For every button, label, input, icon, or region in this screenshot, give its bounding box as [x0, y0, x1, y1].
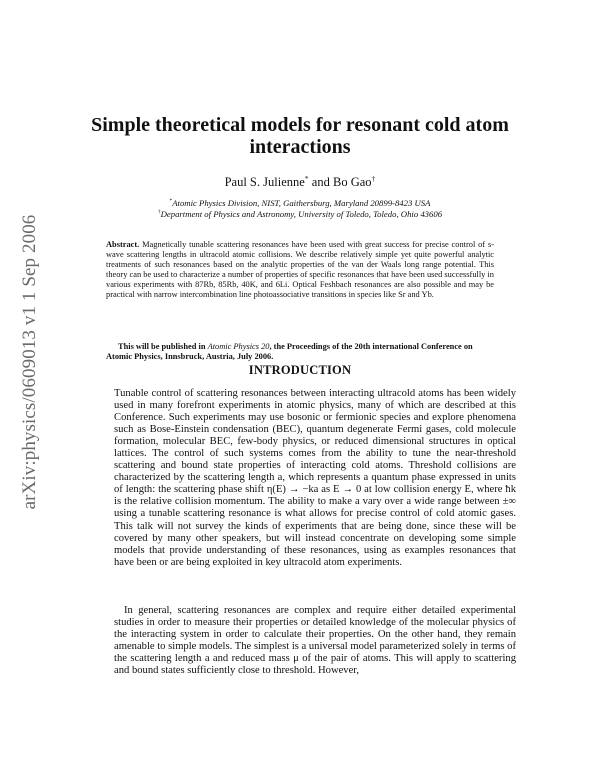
- abstract-label: Abstract.: [106, 240, 140, 249]
- author-name: Bo Gao: [332, 175, 372, 189]
- arxiv-identifier-stamp: [20, 207, 40, 517]
- affiliation-line: †Department of Physics and Astronomy, University of Toledo, Toledo, Ohio 43606: [157, 209, 443, 219]
- affiliation-line: *Atomic Physics Division, NIST, Gaithersburg, Maryland 20899-8423 USA: [169, 198, 431, 208]
- author-list: [60, 175, 540, 190]
- section-heading: INTRODUCTION: [248, 363, 352, 377]
- publication-note: This will be published in Atomic Physics 20, the Proceedings of the 20th international Conference on Atomic Physics, Innsbruck, Austria, July 2006.: [106, 342, 473, 362]
- affiliations: [60, 198, 540, 220]
- abstract-body: Magnetically tunable scattering resonances have been used with great success for precise control of s-wave scattering lengths in ultracold atomic collisions. We describe relatively simple yet quite powerful analytic treatments of such resonances based on the analytic properties of the van der Waals long range potential. This theory can be used to characterize a number of properties of specific resonances that have been used successfully in various experiments with 87Rb, 85Rb, 40K, and 6Li. Optical Feshbach resonances are also possible and may be practical with narrow intercombination line photoassociative transitions in species like Sr and Yb.: [106, 240, 494, 300]
- author-name: Paul S. Julienne: [224, 175, 305, 189]
- body-paragraph: Tunable control of scattering resonances between interacting ultracold atoms has been widely used in many forefront experiments in atomic physics, many of which are described at this Conference. Such experiments may use bosonic or fermionic species and explore phenomena such as Bose-Einstein condensation (BEC), quantum degenerate Fermi gases, cold molecule formation, molecular BEC, few-body physics, or reduced dimensional structures in optical lattices. The control of such systems comes from the ability to tune the near-threshold scattering and bound state properties of interacting cold atoms. Threshold collisions are characterized by the scattering length a, which represents a quantum phase expressed in units of length: the scattering phase shift η(E) → −ka as E → 0 at low collision energy E, where ħk is the relative collision momentum. The ability to make a vary over a wide range between ±∞ using a tunable scattering resonance is what allows for precise control of cold atomic gases. This talk will not survey the kinds of experiments that are being done, since these will be covered by many other speakers, but will instead concentrate on developing some simple models that provide understanding of these resonances, using as examples resonances that have been or are being exploited in key ultracold atom experiments.: [114, 388, 516, 568]
- arxiv-id-text: arXiv:physics/0609013 v1 1 Sep 2006: [19, 214, 40, 510]
- author-separator: and: [308, 175, 333, 189]
- venue-title: Atomic Physics 20: [207, 342, 270, 351]
- body-paragraph: In general, scattering resonances are complex and require either detailed experimental studies in order to measure their properties or detailed knowledge of the molecular physics of the interacting system in order to calculate their properties. On the other hand, they remain amenable to simple models. The simplest is a universal model parameterized solely in terms of the scattering length a and reduced mass μ of the pair of atoms. This will apply to scattering and bound states sufficiently close to threshold. However,: [114, 605, 516, 677]
- affiliation-mark: *: [304, 173, 309, 183]
- affiliation-mark: †: [371, 173, 376, 183]
- abstract: [106, 240, 494, 301]
- paper-title: Simple theoretical models for resonant cold atom interactions: [91, 114, 509, 158]
